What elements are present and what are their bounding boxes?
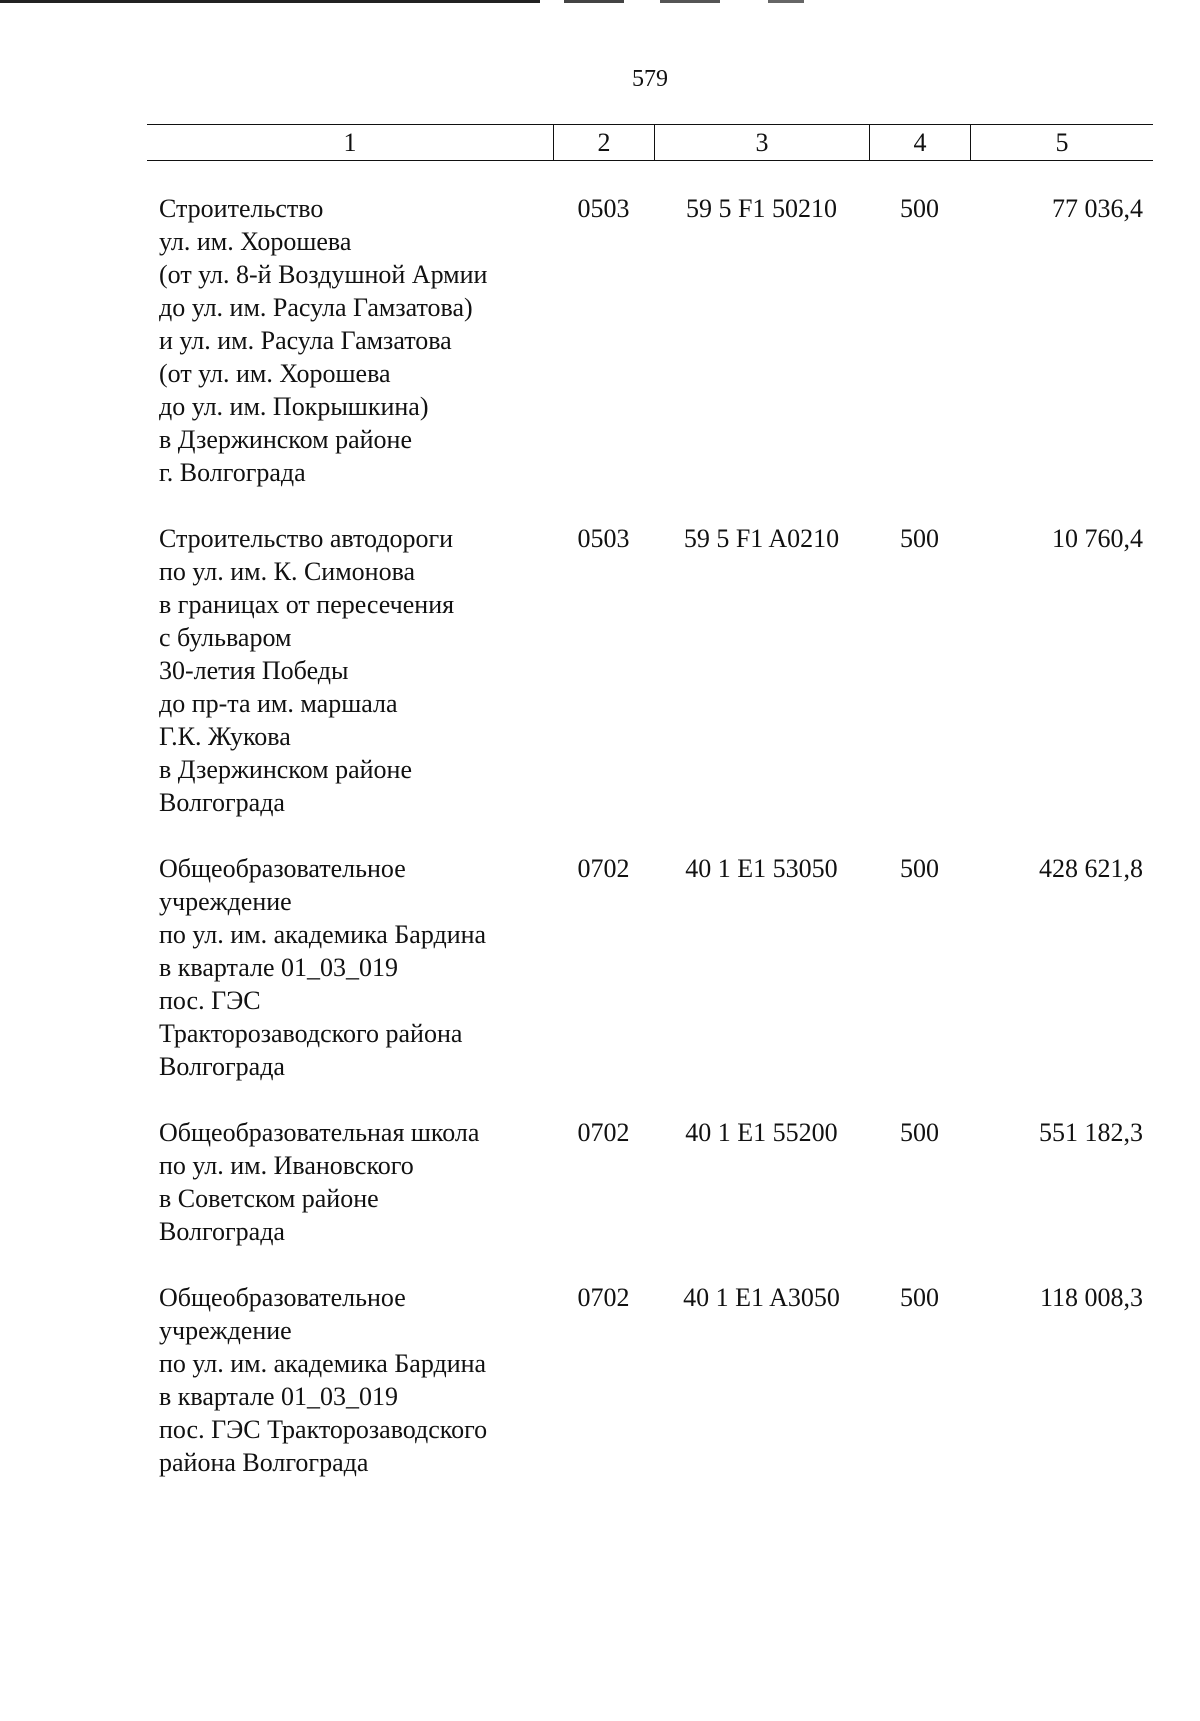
row-amount: 10 760,4 <box>1052 524 1143 553</box>
row-amount: 77 036,4 <box>1052 194 1143 223</box>
row-type: 500 <box>900 1118 939 1147</box>
row-section: 0702 <box>577 1118 630 1147</box>
row-type: 500 <box>900 194 939 223</box>
row-code: 40 1 E1 55200 <box>685 1118 838 1147</box>
row-name: Строительство ул. им. Хорошева (от ул. 8-й Воздушной Армии до ул. им. Расула Гамзатова) и ул. им. Расула Гамзатова (от ул. им. Хорошева до ул. им. Покрышкина) в Дзержинском районе г. Волгограда <box>159 194 488 487</box>
table-row <box>147 192 1153 489</box>
table-row <box>147 1116 1153 1248</box>
table-header <box>147 124 1153 161</box>
header-cell-3: 3 <box>654 125 869 160</box>
row-code: 40 1 E1 A3050 <box>683 1283 840 1312</box>
header-cell-4: 4 <box>869 125 970 160</box>
table-row <box>147 852 1153 1083</box>
row-code: 59 5 F1 A0210 <box>683 524 840 553</box>
row-code: 59 5 F1 50210 <box>686 194 837 223</box>
row-type: 500 <box>900 524 939 553</box>
row-name: Строительство автодороги по ул. им. К. Симонова в границах от пересечения с бульваром 30-летия Победы до пр-та им. маршала Г.К. Жукова в Дзержинском районе Волгограда <box>159 524 455 817</box>
row-section: 0503 <box>577 194 630 223</box>
row-amount: 118 008,3 <box>1039 1283 1143 1312</box>
row-amount: 551 182,3 <box>1039 1118 1143 1147</box>
page-number: 579 <box>632 66 668 92</box>
row-code: 40 1 E1 53050 <box>685 854 838 883</box>
row-type: 500 <box>900 1283 939 1312</box>
header-cell-2: 2 <box>553 125 654 160</box>
header-cell-5: 5 <box>970 125 1153 160</box>
row-name: Общеобразовательное учреждение по ул. им. академика Бардина в квартале 01_03_019 пос. ГЭС Тракторозаводского района Волгограда <box>159 1283 488 1477</box>
row-section: 0702 <box>577 1283 630 1312</box>
row-amount: 428 621,8 <box>1039 854 1143 883</box>
table-row <box>147 1281 1153 1479</box>
header-cell-1: 1 <box>343 128 357 157</box>
row-section: 0503 <box>577 524 630 553</box>
row-section: 0702 <box>577 854 630 883</box>
scan-edge <box>0 0 1200 3</box>
row-type: 500 <box>900 854 939 883</box>
table-row <box>147 522 1153 819</box>
row-name: Общеобразовательная школа по ул. им. Ивановского в Советском районе Волгограда <box>159 1118 480 1246</box>
row-name: Общеобразовательное учреждение по ул. им. академика Бардина в квартале 01_03_019 пос. ГЭС Тракторозаводского района Волгограда <box>159 854 487 1081</box>
